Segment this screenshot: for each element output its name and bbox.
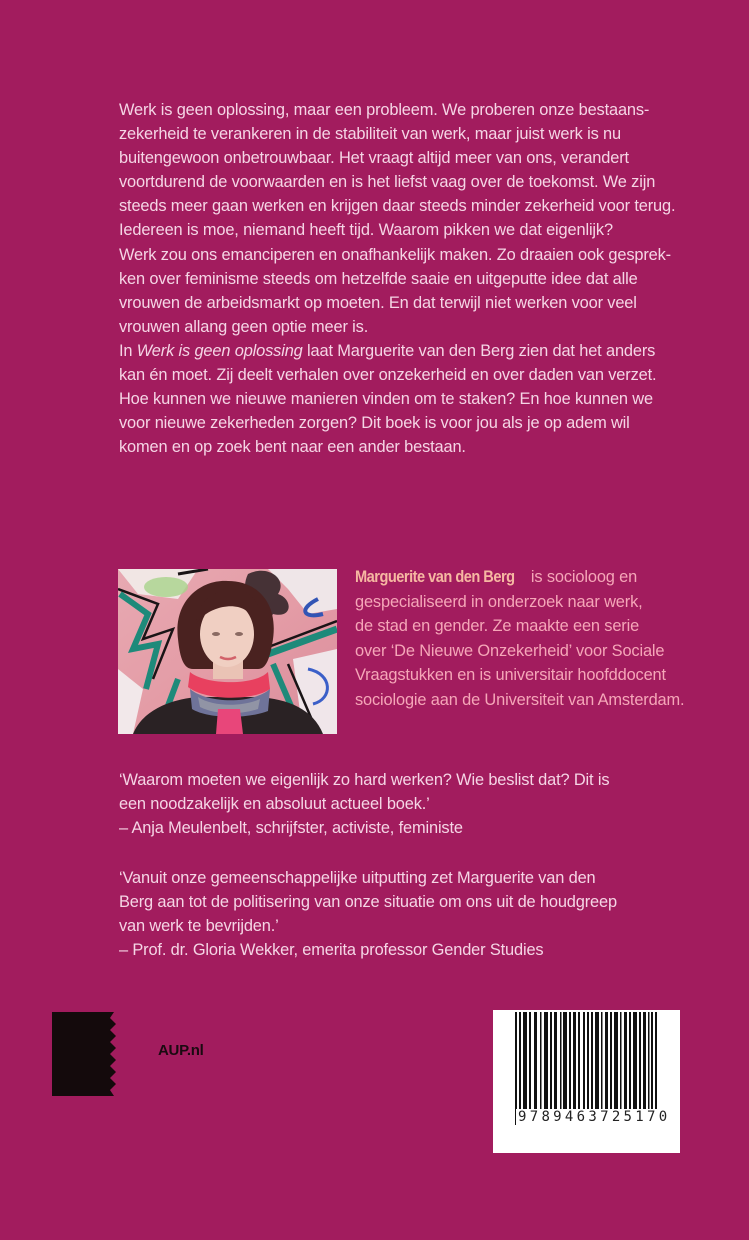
blurb-line: Hoe kunnen we nieuwe manieren vinden om te staken? En hoe kunnen we [119, 390, 653, 409]
blurb-line: voortdurend de voorwaarden en is het liefst vaag over de toekomst. We zijn [119, 173, 656, 192]
blurb-suffix: laat Marguerite van den Berg zien dat het anders [302, 341, 656, 360]
blurb-line: voor nieuwe zekerheden zorgen? Dit boek is voor jou als je op adem wil [119, 414, 630, 433]
quote-line: van werk te bevrijden.’ [119, 917, 279, 936]
blurb-line: komen en op zoek bent naar een ander bestaan. [119, 438, 466, 457]
blurb-line: steeds meer gaan werken en krijgen daar steeds minder zekerheid voor terug. [119, 197, 676, 216]
blurb-line: Werk zou ons emanciperen en onafhankelijk maken. Zo draaien ook gesprek- [119, 245, 671, 264]
quote-line: Berg aan tot de politisering van onze situatie om ons uit de houdgreep [119, 893, 617, 912]
blurb-line: Iedereen is moe, niemand heeft tijd. Waarom pikken we dat eigenlijk? [119, 221, 613, 240]
book-title-italic: Werk is geen oplossing [136, 341, 303, 360]
isbn-number: 9789463725170 [518, 1109, 671, 1125]
quote-attribution: – Anja Meulenbelt, schrijfster, activiste, feministe [119, 819, 463, 838]
author-bio [355, 565, 735, 712]
isbn-barcode [493, 1010, 680, 1153]
blurb-line: buitengewoon onbetrouwbaar. Het vraagt altijd meer van ons, verandert [119, 149, 629, 168]
quote-line: een noodzakelijk en absoluut actueel boek.’ [119, 795, 430, 814]
blurb-line: ken over feminisme steeds om hetzelfde saaie en uitgeputte idee dat alle [119, 269, 638, 288]
blurb-line: vrouwen de arbeidsmarkt op moeten. En dat terwijl niet werken voor veel [119, 293, 637, 312]
bio-line-suffix: is socioloog en [526, 568, 638, 586]
bio-line: gespecialiseerd in onderzoek naar werk, [355, 592, 643, 611]
quote-attribution: – Prof. dr. Gloria Wekker, emerita professor Gender Studies [119, 941, 544, 960]
blurb-line: Werk is geen oplossing, maar een probleem. We proberen onze bestaans- [119, 101, 650, 119]
blurb-line [119, 339, 719, 363]
back-cover-blurb [119, 98, 719, 459]
blurb-line: zekerheid te verankeren in de stabiliteit van werk, maar juist werk is nu [119, 125, 621, 144]
bio-line: de stad en gender. Ze maakte een serie [355, 617, 640, 635]
endorsement-quote [119, 768, 719, 840]
endorsement-quote [119, 866, 719, 962]
bio-line [355, 565, 735, 590]
blurb-line: kan én moet. Zij deelt verhalen over onzekerheid en over daden van verzet. [119, 366, 657, 385]
bio-line: over ‘De Nieuwe Onzekerheid’ voor Sociale [355, 641, 665, 660]
blurb-line: vrouwen allang geen optie meer is. [119, 317, 369, 336]
author-photo [118, 569, 337, 734]
quote-line: ‘Waarom moeten we eigenlijk zo hard werken? Wie beslist dat? Dit is [119, 771, 610, 789]
barcode-bars-icon [515, 1010, 667, 1125]
publisher-website-link[interactable]: AUP.nl [158, 1042, 204, 1059]
bio-line: sociologie aan de Universiteit van Amsterdam. [355, 690, 685, 709]
bio-line: Vraagstukken en is universitair hoofddocent [355, 666, 666, 684]
author-name: Marguerite van den Berg [355, 567, 515, 586]
quote-line: ‘Vanuit onze gemeenschappelijke uitputting zet Marguerite van den [119, 869, 596, 887]
blurb-prefix: In [119, 341, 137, 360]
aup-logo-icon [52, 1012, 118, 1096]
